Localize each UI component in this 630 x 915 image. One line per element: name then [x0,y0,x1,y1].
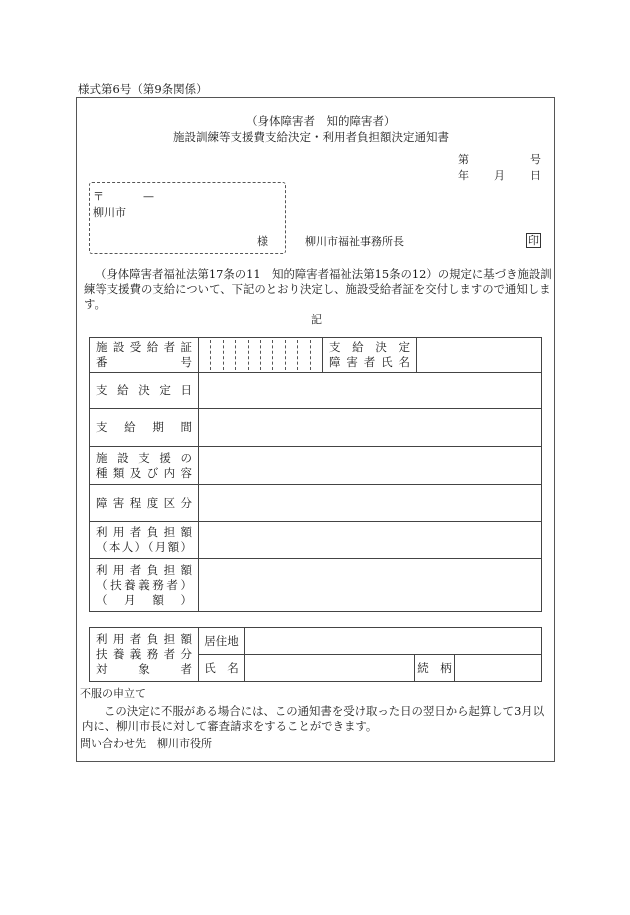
doc-number-dai: 第 [458,153,469,166]
decision-date-label: 支給決定日 [90,373,199,409]
appeal-text: この決定に不服がある場合には、この通知書を受け取った日の翌日から起算して3月以内に、柳川市長に対して審査請求をすることができます。 [82,704,545,733]
contact-info: 問い合わせ先 柳川市役所 [80,737,212,750]
decision-table [89,337,542,612]
page-title: 施設訓練等支援費支給決定・利用者負担額決定通知書 [173,130,449,144]
guardian-target-label: 利用者負担額 扶養義務者分 対象者 [90,628,199,682]
payment-period-label: 支給期間 [90,409,199,447]
certificate-number-label: 施設受給者証 番号 [90,338,199,373]
name-field[interactable] [245,655,415,682]
date-month: 月 [494,169,505,182]
guardian-table [89,627,542,682]
user-burden-self-field[interactable] [199,522,542,559]
appeal-heading: 不服の申立て [80,687,146,700]
disability-level-field[interactable] [199,485,542,522]
title-line-1: （身体障害者 知的障害者） [246,114,396,128]
honorific: 様 [257,235,268,248]
user-burden-guardian-field[interactable] [199,559,542,612]
date-year: 年 [458,169,469,182]
recipient-name-label: 支給決定 障害者氏名 [323,338,417,373]
certificate-number-cells[interactable] [199,338,323,373]
support-type-label: 施設支援の 種類及び内容 [90,447,199,485]
postal-dash: — [143,190,154,203]
user-burden-self-label: 利用者負担額 （本人）（月額） [90,522,199,559]
doc-number-go: 号 [530,153,541,166]
disability-level-label: 障害程度区分 [90,485,199,522]
support-type-field[interactable] [199,447,542,485]
body-text: （身体障害者福祉法第17条の11 知的障害者福祉法第15条の12）の規定に基づき施設訓練等支援費の支給について、下記のとおり決定し、施設受給者証を交付しますので通知します。 [84,267,552,311]
issuer: 柳川市福祉事務所長 [305,235,404,248]
residence-label: 居住地 [199,628,245,655]
address-city: 柳川市 [93,206,126,219]
relation-field[interactable] [455,655,542,682]
date-day: 日 [530,169,541,182]
ki-label: 記 [311,313,322,326]
recipient-name-field[interactable] [417,338,542,373]
residence-field[interactable] [245,628,542,655]
form-number: 様式第6号（第9条関係） [78,82,208,96]
payment-period-field[interactable] [199,409,542,447]
user-burden-guardian-label: 利用者負担額 （扶養義務者） （月額） [90,559,199,612]
postal-mark: 〒 [93,190,104,203]
name-label: 氏 名 [199,655,245,682]
seal-icon: 印 [528,234,539,247]
relation-label: 続 柄 [415,655,455,682]
decision-date-field[interactable] [199,373,542,409]
